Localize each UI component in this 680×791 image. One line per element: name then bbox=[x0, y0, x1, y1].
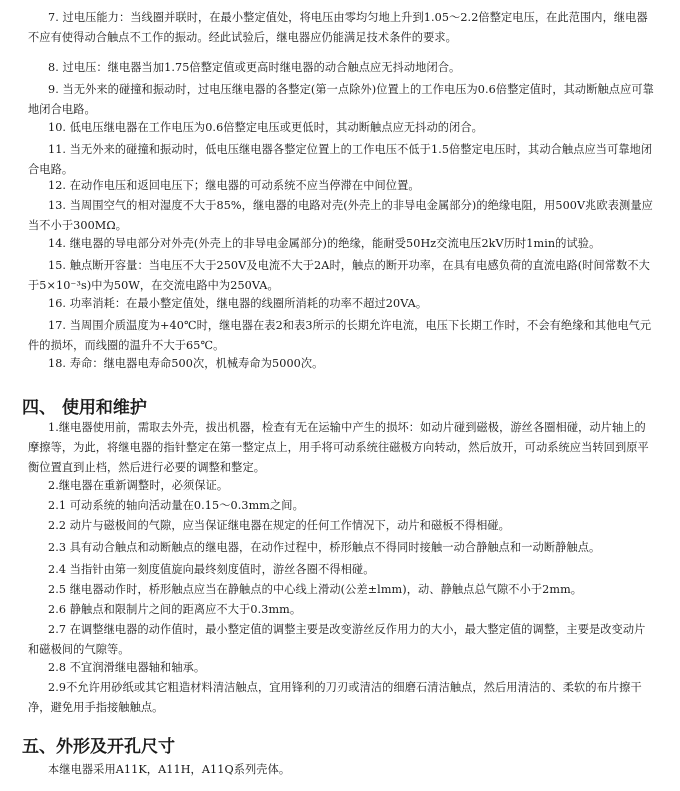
item-10: 10. 低电压继电器在工作电压为0.6倍整定电压或更低时，其动断触点应无抖动的闭合。 bbox=[48, 121, 483, 134]
use-item-2-1: 2.1 可动系统的轴向活动量在0.15～0.3mm之间。 bbox=[48, 499, 304, 512]
use-item-2: 2.继电器在重新调整时，必须保证。 bbox=[48, 479, 229, 492]
item-9: 9. 当无外来的碰撞和振动时，过电压继电器的各整定(第一点除外)位置上的工作电压为0.6倍整定值时，其动断触点应可靠地闭合电路。 bbox=[28, 83, 654, 116]
item-7: 7. 过电压能力：当线圈并联时，在最小整定值处，将电压由零均匀地上升到1.05～2.2倍整定电压，在此范围内，继电器不应有使得动合触点不工作的振动。经此试验后，继电器应仍能满足技术条件的要求。 bbox=[28, 11, 648, 44]
use-item-2-9: 2.9不允许用砂纸或其它粗造材料清洁触点，宜用锋利的刀刃或清洁的细磨石清洁触点，然后用清洁的、柔软的布片擦干净，避免用手指接触触点。 bbox=[28, 681, 642, 714]
use-item-2-8: 2.8 不宜润滑继电器轴和轴承。 bbox=[48, 661, 206, 674]
item-14: 14. 继电器的导电部分对外壳(外壳上的非导电金属部分)的绝缘，能耐受50Hz交流电压2kV历时1min的试验。 bbox=[48, 237, 601, 250]
use-item-2-7: 2.7 在调整继电器的动作值时，最小整定值的调整主要是改变游丝反作用力的大小，最大整定值的调整，主要是改变动片和磁极间的气隙等。 bbox=[28, 623, 646, 656]
use-item-2-2: 2.2 动片与磁极间的气隙，应当保证继电器在规定的任何工作情况下，动片和磁板不得相碰。 bbox=[48, 519, 510, 532]
use-item-2-5: 2.5 继电器动作时，桥形触点应当在静触点的中心线上滑动(公差±lmm)，动、静触点总气隙不小于2mm。 bbox=[48, 583, 583, 596]
item-12: 12. 在动作电压和返回电压下；继电器的可动系统不应当停滞在中间位置。 bbox=[48, 179, 420, 192]
item-11: 11. 当无外来的碰撞和振动时，低电压继电器各整定位置上的工作电压不低于1.5倍整定电压时，其动合触点应当可靠地闭合电路。 bbox=[28, 143, 653, 176]
section-5-heading: 五、外形及开孔尺寸 bbox=[22, 737, 175, 757]
section-4-heading: 四、 使用和维护 bbox=[22, 398, 147, 418]
item-16: 16. 功率消耗：在最小整定值处，继电器的线圈所消耗的功率不超过20VA。 bbox=[48, 297, 428, 310]
use-item-1: 1.继电器使用前，需取去外壳，拔出机器，检查有无在运输中产生的损坏：如动片碰到磁极，游丝各圈相碰，动片轴上的摩擦等，为此，将继电器的指针整定在第一整定点上，用手将可动系统往磁极方向转动，然后放开，可动系统应当转回到原平衡位置直到止档，然后进行必要的调整和整定。 bbox=[28, 421, 649, 474]
item-18: 18. 寿命：继电器电寿命500次，机械寿命为5000次。 bbox=[48, 357, 324, 370]
item-17: 17. 当周围介质温度为+40℃时，继电器在表2和表3所示的长期允许电流，电压下长期工作时，不会有绝缘和其他电气元件的损坏，而线圈的温升不大于65℃。 bbox=[28, 319, 652, 352]
section-5-text: 本继电器采用A11K，A11H，A11Q系列壳体。 bbox=[48, 763, 291, 776]
use-item-2-6: 2.6 静触点和限制片之间的距离应不大于0.3mm。 bbox=[48, 603, 302, 616]
item-8: 8. 过电压：继电器当加1.75倍整定值或更高时继电器的动合触点应无抖动地闭合。 bbox=[48, 61, 461, 74]
use-item-2-3: 2.3 具有动合触点和动断触点的继电器，在动作过程中，桥形触点不得同时接触一动合静触点和一动断静触点。 bbox=[48, 541, 601, 554]
item-15: 15. 触点断开容量：当电压不大于250V及电流不大于2A时，触点的断开功率，在具有电感负荷的直流电路(时间常数不大于5×10⁻³s)中为50W，在交流电路中为250VA。 bbox=[28, 259, 650, 292]
use-item-2-4: 2.4 当指针由第一刻度值旋向最终刻度值时，游丝各圈不得相碰。 bbox=[48, 563, 375, 576]
item-13: 13. 当周围空气的相对湿度不大于85%，继电器的电路对壳(外壳上的非导电金属部分)的绝缘电阻，用500V兆欧表测量应当不小于300MΩ。 bbox=[28, 199, 653, 232]
